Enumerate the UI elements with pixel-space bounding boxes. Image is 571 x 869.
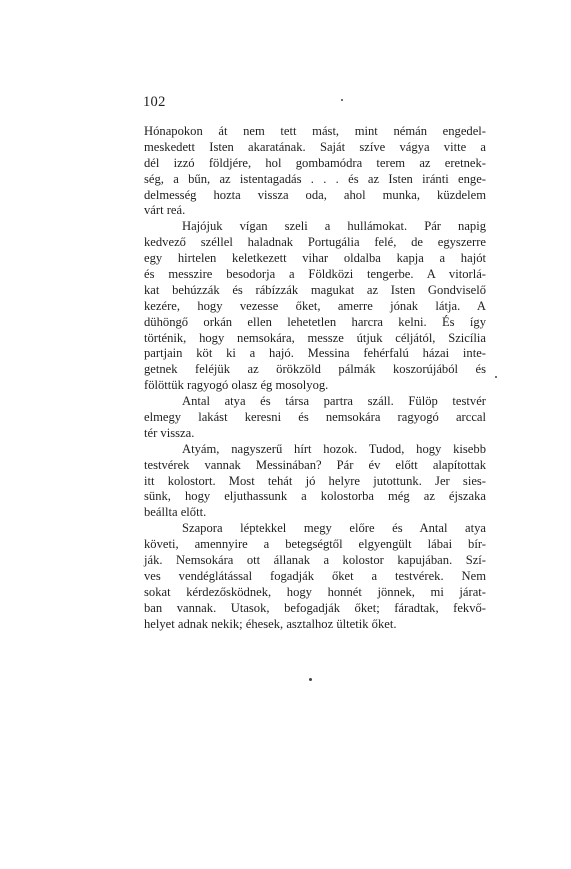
text-line: kezére, hogy vezesse őket, amerre jónak látja. A: [144, 298, 486, 313]
paragraph: [144, 219, 486, 394]
text-line: meskedett Isten akaratának. Saját szíve vágya vitte a: [144, 139, 486, 154]
text-line: beállta előtt.: [144, 505, 207, 520]
text-line: partjain köt ki a hajó. Messina fehérfalú házai inte-: [144, 346, 486, 361]
text-line: fölöttük ragyogó olasz ég mosolyog.: [144, 378, 329, 393]
text-line: Atyám, nagyszerű hírt hozok. Tudod, hogy kisebb: [182, 441, 486, 456]
text-line: Hónapokon át nem tett mást, mint némán engedel-: [144, 124, 486, 138]
text-line: getnek feléjük az örökzöld pálmák koszorújából és: [144, 362, 486, 377]
paragraph: [144, 521, 486, 632]
text-line: testvérek vannak Messinában? Pár év előtt alapítottak: [144, 457, 486, 472]
text-line: ban vannak. Utasok, befogadják őket; fáradtak, fekvő-: [144, 600, 486, 615]
print-speck: [341, 99, 343, 101]
text-line: delmesség hozta vissza oda, ahol munka, küzdelem: [144, 187, 486, 202]
text-line: ves vendéglátással fogadják őket a testvérek. Nem: [144, 568, 486, 583]
print-speck: [309, 678, 312, 681]
text-line: elmegy lakást keresni és nemsokára ragyogó arccal: [144, 410, 486, 425]
text-line: történik, hogy nemsokára, messze útjuk céljától, Szicília: [144, 330, 486, 345]
text-line: sokat kérdezősködnek, hogy honnét jönnek, mi járat-: [144, 584, 486, 599]
body-text: [144, 124, 486, 633]
text-line: Szapora léptekkel megy előre és Antal atya: [182, 521, 486, 536]
text-line: tér vissza.: [144, 425, 195, 440]
paragraph: [144, 442, 486, 521]
text-line: sünk, hogy eljuthassunk a kolostorba még az éjszaka: [144, 489, 486, 504]
text-line: Hajójuk vígan szeli a hullámokat. Pár napig: [182, 219, 486, 234]
text-line: dél izzó földjére, hol gombamódra terem az eretnek-: [144, 155, 486, 170]
text-line: dühöngő orkán ellen lehetetlen harcra kelni. És így: [144, 314, 486, 329]
text-line: itt kolostort. Most tehát jó helyre jutottunk. Jer sies-: [144, 473, 486, 488]
text-line: és messzire besodorja a Földközi tengerbe. A vitorlá-: [144, 267, 486, 282]
text-line: Antal atya és társa partra száll. Fülöp testvér: [182, 394, 486, 409]
text-line: követi, amennyire a betegségtől elgyengült lábai bír-: [144, 537, 486, 552]
text-line: egy hirtelen keletkezett vihar oldalba kapja a hajót: [144, 251, 486, 266]
text-line: kedvező széllel haladnak Portugália felé, de egyszerre: [144, 235, 486, 250]
text-line: ség, a bűn, az istentagadás . . . és az Isten iránti enge-: [144, 171, 486, 186]
paragraph: [144, 124, 486, 219]
page-number: 102: [143, 94, 166, 110]
text-line: várt reá.: [144, 203, 186, 218]
text-line: helyet adnak nekik; éhesek, asztalhoz ültetik őket.: [144, 616, 397, 631]
paragraph: [144, 394, 486, 442]
text-line: ják. Nemsokára ott állanak a kolostor kapujában. Szí-: [144, 553, 486, 568]
text-line: kat behúzzák és rábízzák magukat az Isten Gondviselő: [144, 282, 486, 297]
print-speck: [495, 376, 497, 378]
